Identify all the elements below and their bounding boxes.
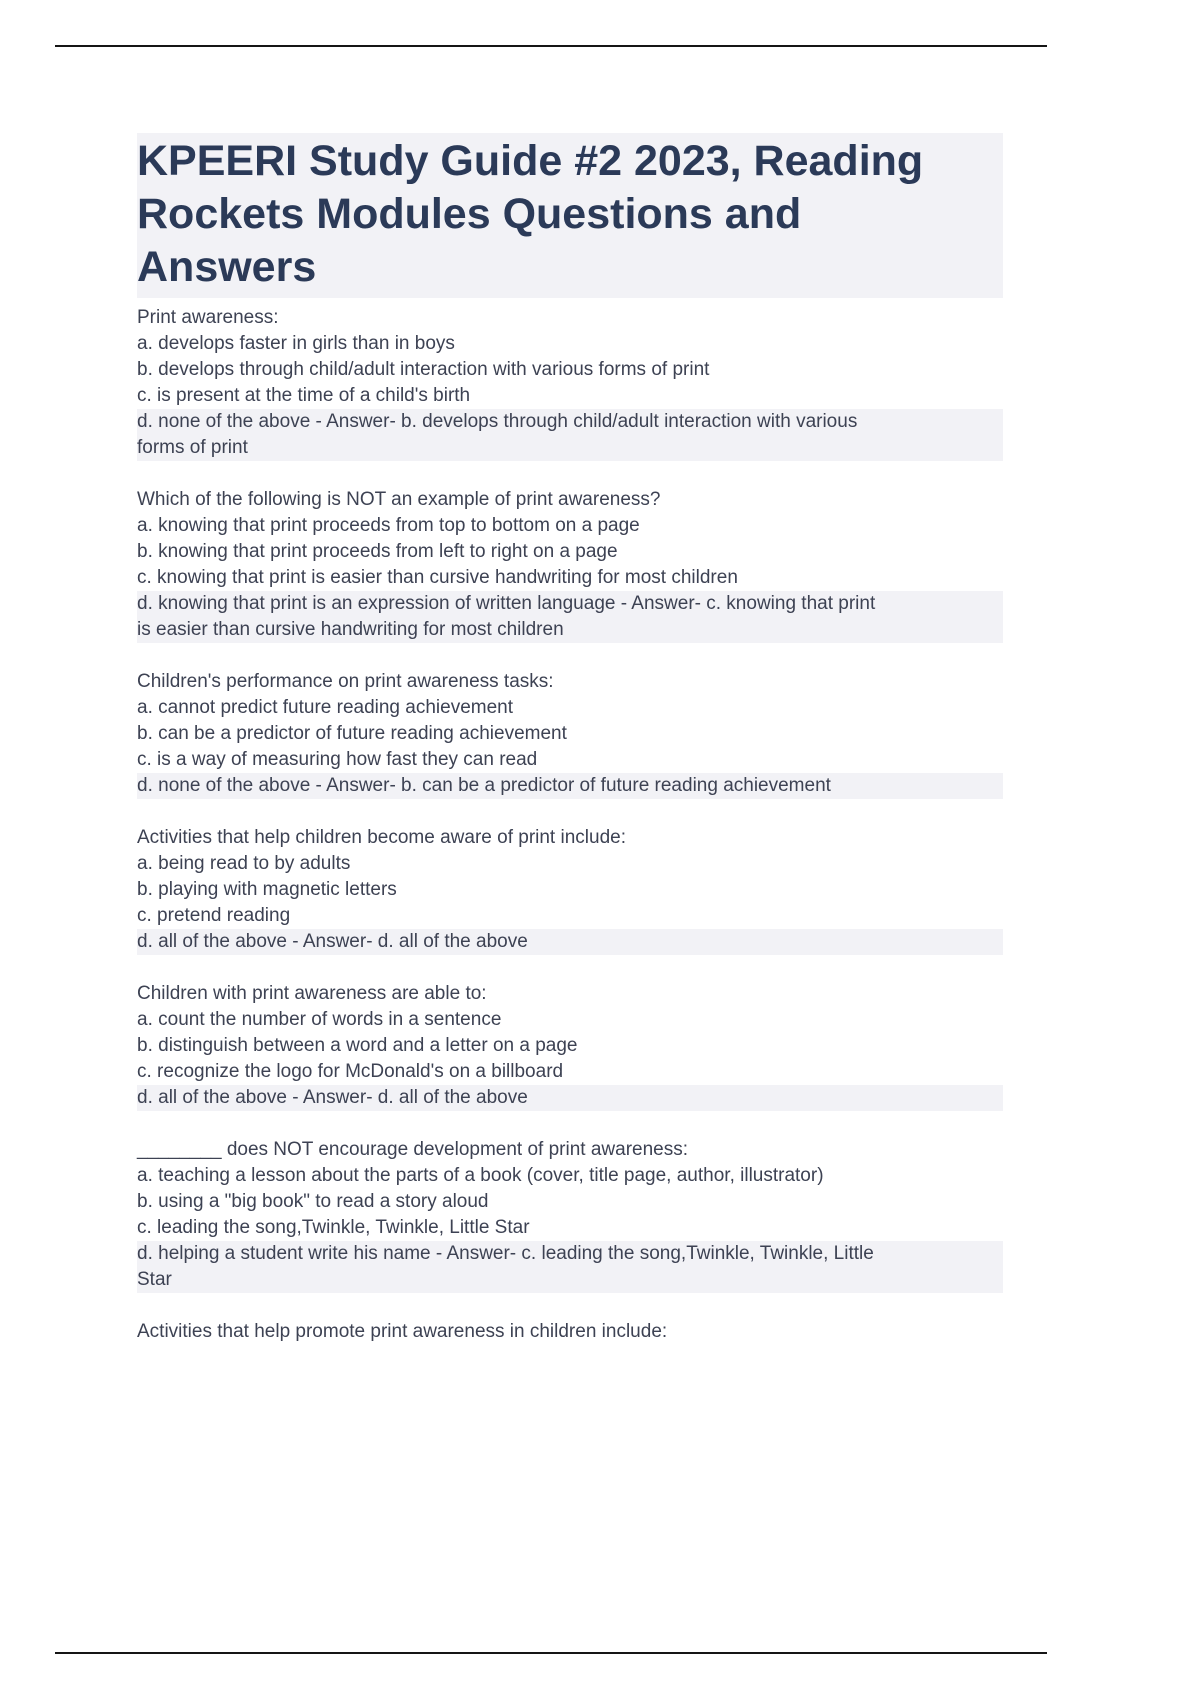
text-line: b. playing with magnetic letters bbox=[137, 879, 397, 900]
answer-line: d. all of the above - Answer- d. all of the above bbox=[137, 1085, 1003, 1111]
text-line: c. is a way of measuring how fast they can read bbox=[137, 749, 538, 770]
page-title-line: Rockets Modules Questions and bbox=[137, 190, 802, 238]
page-title-line: KPEERI Study Guide #2 2023, Reading bbox=[137, 137, 924, 185]
question-block bbox=[137, 669, 1003, 799]
questions-list bbox=[137, 305, 1003, 1345]
text-line: a. count the number of words in a sentence bbox=[137, 1009, 502, 1030]
answer-line: is easier than cursive handwriting for most children bbox=[137, 617, 1003, 643]
question-block bbox=[137, 1137, 1003, 1293]
text-line: Activities that help promote print awareness in children include: bbox=[137, 1321, 668, 1342]
text-line: Which of the following is NOT an example of print awareness? bbox=[137, 489, 661, 510]
question-block bbox=[137, 981, 1003, 1111]
text-line: b. using a "big book" to read a story aloud bbox=[137, 1191, 489, 1212]
question-block bbox=[137, 487, 1003, 643]
text-line: c. pretend reading bbox=[137, 905, 291, 926]
text-line: Activities that help children become aware of print include: bbox=[137, 827, 626, 848]
text-line: c. recognize the logo for McDonald's on a billboard bbox=[137, 1061, 564, 1082]
text-line: Children with print awareness are able to: bbox=[137, 983, 487, 1004]
text-line: b. distinguish between a word and a letter on a page bbox=[137, 1035, 578, 1056]
text-line: a. develops faster in girls than in boys bbox=[137, 333, 455, 354]
text-line: b. can be a predictor of future reading achievement bbox=[137, 723, 567, 744]
answer-line: forms of print bbox=[137, 435, 1003, 461]
text-line: ________ does NOT encourage development of print awareness: bbox=[137, 1139, 689, 1160]
top-rule bbox=[55, 45, 1047, 47]
text-line: c. leading the song,Twinkle, Twinkle, Little Star bbox=[137, 1217, 530, 1238]
question-block bbox=[137, 305, 1003, 461]
text-line: c. is present at the time of a child's birth bbox=[137, 385, 471, 406]
page-title-line: Answers bbox=[137, 243, 317, 291]
text-line: b. knowing that print proceeds from left to right on a page bbox=[137, 541, 618, 562]
text-line: b. develops through child/adult interaction with various forms of print bbox=[137, 359, 710, 380]
answer-line: d. helping a student write his name - Answer- c. leading the song,Twinkle, Twinkle, Little bbox=[137, 1241, 1003, 1267]
answer-line: Star bbox=[137, 1267, 1003, 1293]
text-line: a. cannot predict future reading achievement bbox=[137, 697, 514, 718]
text-line: Print awareness: bbox=[137, 307, 279, 328]
text-line: Children's performance on print awareness tasks: bbox=[137, 671, 554, 692]
text-line: a. teaching a lesson about the parts of a book (cover, title page, author, illustrator) bbox=[137, 1165, 824, 1186]
answer-line: d. knowing that print is an expression of written language - Answer- c. knowing that print bbox=[137, 591, 1003, 617]
page-content bbox=[137, 133, 1003, 1371]
text-line: a. being read to by adults bbox=[137, 853, 351, 874]
question-block bbox=[137, 825, 1003, 955]
text-line: a. knowing that print proceeds from top to bottom on a page bbox=[137, 515, 640, 536]
answer-line: d. none of the above - Answer- b. can be a predictor of future reading achievement bbox=[137, 773, 1003, 799]
text-line: c. knowing that print is easier than cursive handwriting for most children bbox=[137, 567, 738, 588]
answer-line: d. all of the above - Answer- d. all of the above bbox=[137, 929, 1003, 955]
page-title bbox=[137, 133, 1003, 298]
bottom-rule bbox=[55, 1652, 1047, 1654]
answer-line: d. none of the above - Answer- b. develops through child/adult interaction with various bbox=[137, 409, 1003, 435]
question-block bbox=[137, 1319, 1003, 1345]
